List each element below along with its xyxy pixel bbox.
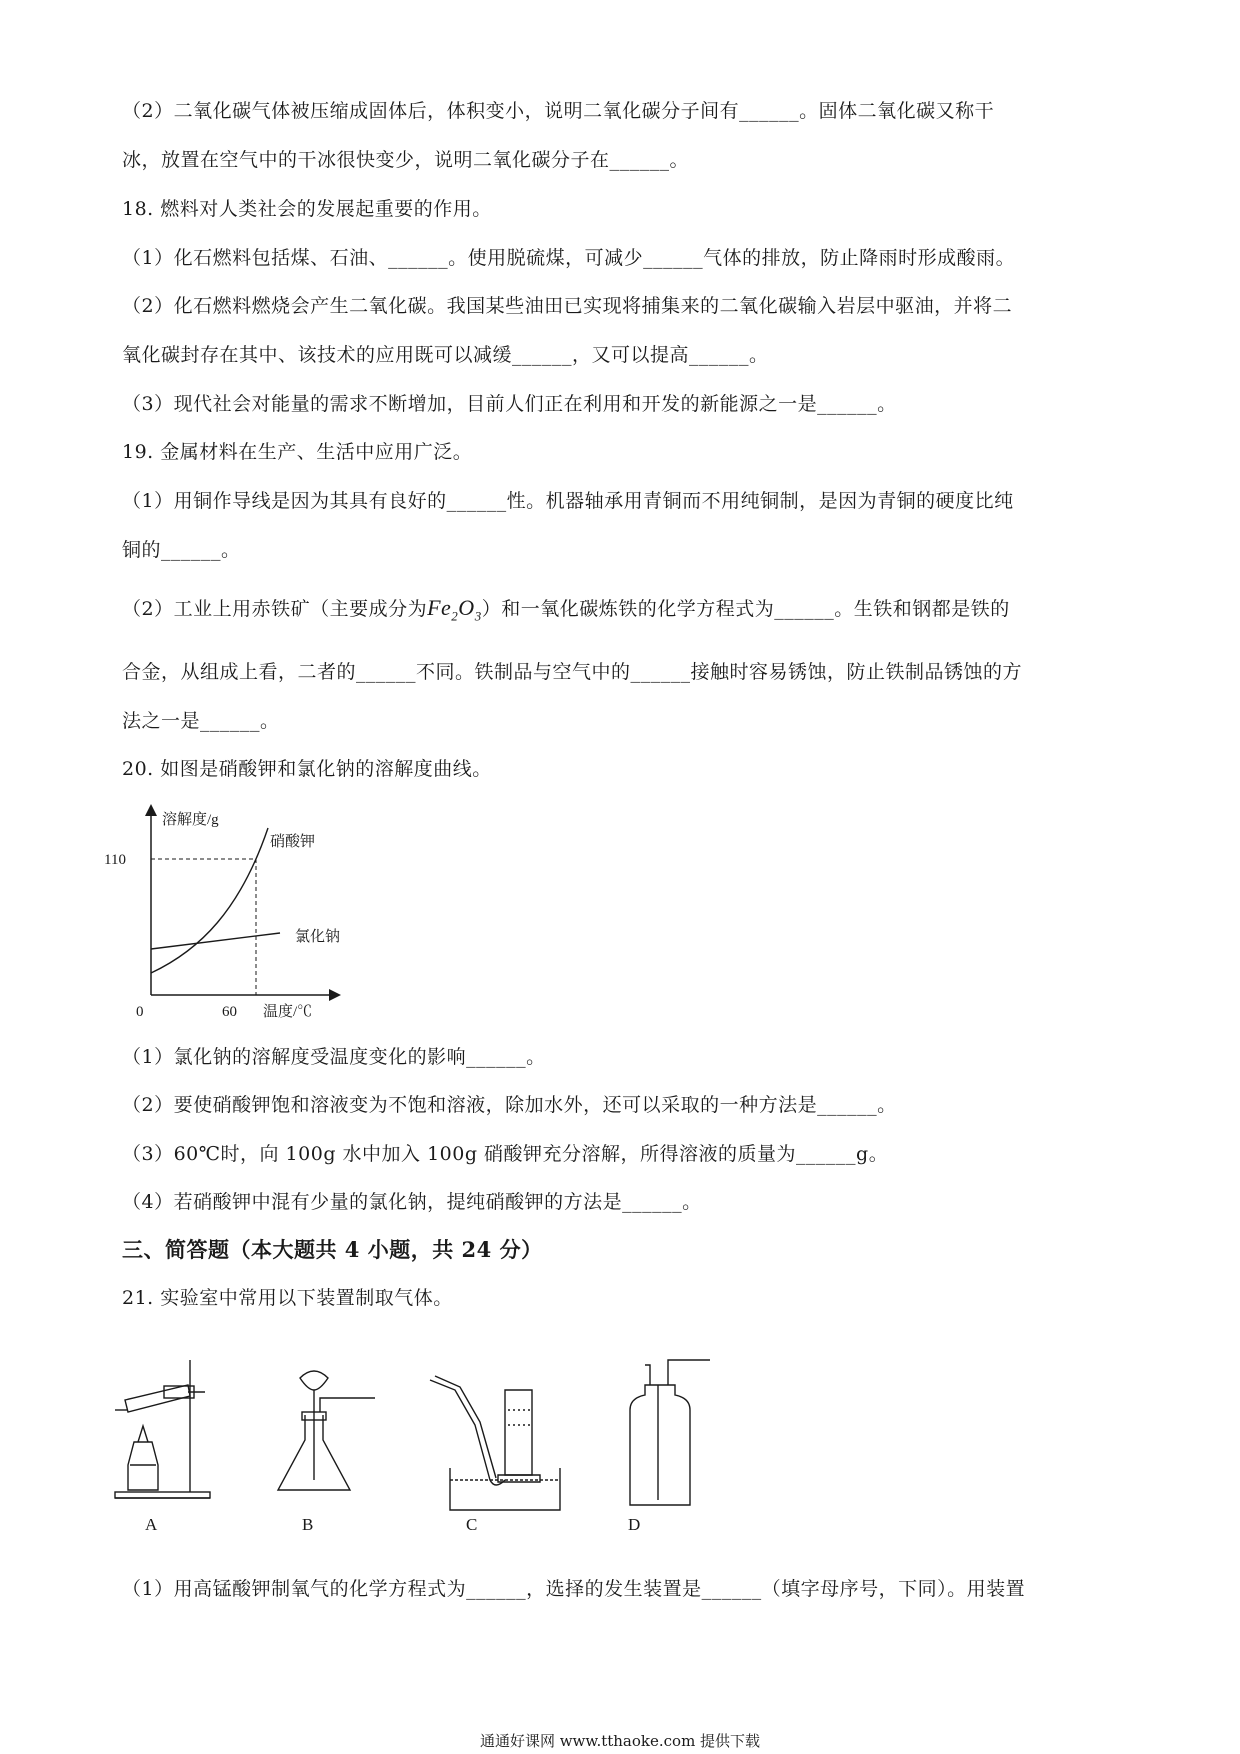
fe2o3-formula: $Fe_2O_3$: [427, 595, 482, 624]
apparatus-c: [430, 1376, 560, 1510]
q20-part1: （1）氯化钠的溶解度受温度变化的影响______。: [122, 1046, 546, 1068]
apparatus-a: [115, 1360, 210, 1498]
q20-part3: （3）60℃时，向 100g 水中加入 100g 硝酸钾充分溶解，所得溶液的质量为______g。: [122, 1143, 889, 1165]
label-d: D: [628, 1515, 641, 1534]
apparatus-b: [278, 1371, 375, 1490]
q19-part1-line1: （1）用铜作导线是因为其具有良好的______性。机器轴承用青铜而不用纯铜制，是因为青铜的硬度比纯: [122, 490, 1014, 512]
nacl-curve: [151, 933, 280, 949]
q20-part2: （2）要使硝酸钾饱和溶液变为不饱和溶液，除加水外，还可以采取的一种方法是______。: [122, 1094, 897, 1116]
kno3-label: 硝酸钾: [270, 834, 316, 850]
y-tick-110: 110: [104, 852, 126, 868]
q17-part2-line1: （2）二氧化碳气体被压缩成固体后，体积变小，说明二氧化碳分子间有______。固体二氧化碳又称干: [122, 100, 995, 122]
nacl-label: 氯化钠: [295, 929, 341, 945]
q19-part1-line2: 铜的______。: [122, 539, 241, 561]
y-axis-label: 溶解度/g: [162, 812, 219, 828]
q21-part1: （1）用高锰酸钾制氧气的化学方程式为______，选择的发生装置是______（填字母序号，下同）。用装置: [122, 1578, 1026, 1600]
section-heading: 三、简答题（本大题共 4 小题，共 24 分）: [122, 1237, 543, 1262]
q20-title: 20. 如图是硝酸钾和氯化钠的溶解度曲线。: [122, 758, 492, 780]
kno3-curve: [151, 828, 268, 973]
q21-title: 21. 实验室中常用以下装置制取气体。: [122, 1287, 453, 1309]
q20-part4: （4）若硝酸钾中混有少量的氯化钠，提纯硝酸钾的方法是______。: [122, 1191, 702, 1213]
q17-part2-line2: 冰，放置在空气中的干冰很快变少，说明二氧化碳分子在______。: [122, 149, 690, 171]
x-tick-60: 60: [222, 1004, 237, 1020]
q18-part2-line2: 氧化碳封存在其中、该技术的应用既可以减缓______，又可以提高______。: [122, 344, 769, 366]
solubility-graph: [104, 800, 370, 1030]
x-tick-0: 0: [136, 1004, 144, 1020]
q19-title: 19. 金属材料在生产、生活中应用广泛。: [122, 441, 473, 463]
q19-part2-line3: 法之一是______。: [122, 710, 280, 732]
q19-part2-text-a: （2）工业上用赤铁矿（主要成分为: [122, 598, 428, 620]
page-footer: 通通好课网 www.tthaoke.com 提供下载: [479, 1732, 761, 1750]
q18-part2-line1: （2）化石燃料燃烧会产生二氧化碳。我国某些油田已实现将捕集来的二氧化碳输入岩层中驱油，并将二: [122, 295, 1013, 317]
q18-part1: （1）化石燃料包括煤、石油、______。使用脱硫煤，可减少______气体的排放，防止降雨时形成酸雨。: [122, 247, 1016, 269]
x-axis-label: 温度/℃: [263, 1004, 313, 1020]
apparatus-d: [630, 1360, 710, 1505]
label-c: C: [466, 1515, 478, 1534]
q19-part2-text-b: ）和一氧化碳炼铁的化学方程式为______。生铁和钢都是铁的: [481, 598, 1010, 620]
q18-title: 18. 燃料对人类社会的发展起重要的作用。: [122, 198, 492, 220]
q19-part2-line2: 合金，从组成上看，二者的______不同。铁制品与空气中的______接触时容易锈蚀，防止铁制品锈蚀的方: [122, 661, 1023, 683]
q19-part2-line1: [122, 594, 1010, 624]
label-a: A: [145, 1515, 158, 1534]
label-b: B: [302, 1515, 314, 1534]
apparatus-figure: [110, 1330, 750, 1560]
q18-part3: （3）现代社会对能量的需求不断增加，目前人们正在利用和开发的新能源之一是______。: [122, 393, 897, 415]
